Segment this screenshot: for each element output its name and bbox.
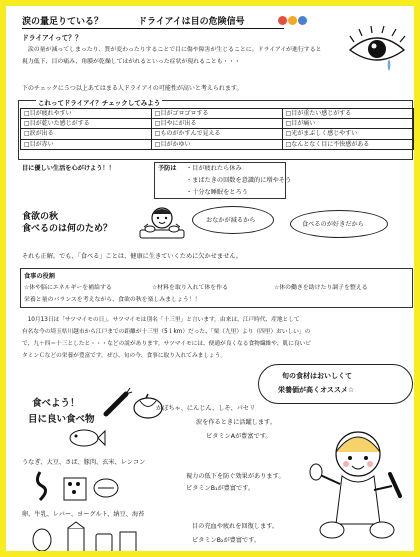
prevention-item: ・まばたきの回数を意識的に増やそう [186, 177, 292, 184]
food-group-list: 卵、牛乳、レバー、ヨーグルト、納豆、海苔 [22, 511, 145, 518]
recommend-text: 栄養価が高くオススメ☆ [278, 386, 355, 394]
checklist-label: これってドライアイ？チェックしてみよう [38, 99, 161, 107]
satsumaimo-text-line: 10月13日は「サツマイモの日」。サツマイモは別名「十三里」と言います。由来は、江戸時代、産地として [22, 317, 300, 323]
page-subtitle: ドライアイは目の危険信号 [138, 17, 245, 27]
foods-heading: 食べよう！ [32, 398, 80, 409]
child-with-vegetables-icon [306, 414, 406, 544]
intro-heading: ドライアイって？？ [22, 34, 82, 42]
checklist-item[interactable]: □目が痛い [282, 119, 413, 129]
food-group-desc: 目の充血や疲れを回復します。 [192, 523, 279, 530]
eel-and-beans-icon [30, 468, 122, 504]
food-group-desc: ビタミンB₁が豊富です。 [186, 485, 255, 492]
satsumaimo-text-line: 有名な今の埼玉県川越市から江戸までの距離が十三里（5１km）だった、「栗（九里）より（四里）おいしい」の [22, 329, 311, 335]
food-group-desc: ビタミンB₂が豊富です。 [192, 537, 261, 544]
food-group-list: うなぎ、大豆、さば、豚肉、玄米、レンコン [22, 459, 146, 466]
satsumaimo-text-line: タミンＣなどの栄養が豊富です。ぜひ、旬の今、食事に取り入れてみましょう。 [22, 353, 227, 359]
autumn-answer: それも正解。でも、「食べる」ことは、健康に生きていくために欠かせません。 [22, 253, 243, 260]
dry-eye-checklist [20, 108, 414, 150]
food-group-desc: 視力の低下を防ぐ効果があります。 [186, 473, 285, 480]
egg-and-milk-icon [30, 520, 140, 554]
autumn-heading: 食欲の秋 [22, 212, 59, 222]
checklist-item[interactable]: □涙が出る [21, 129, 152, 139]
food-group-desc: 涙を作るときに活躍します。 [196, 419, 276, 426]
food-group-list: かぼちゃ、にんじん、しそ、パセリ [156, 405, 256, 412]
autumn-heading: 食べるのは何のため？ [22, 224, 113, 234]
recommend-text: 旬の食材はおいしくて [282, 372, 352, 380]
fish-icon [66, 426, 106, 450]
meal-roles-summary: 栄養と量のバランスを考えながら、食欲の秋を楽しみましょう！！ [24, 297, 201, 303]
checklist-item[interactable]: □目が疲れやすい [21, 109, 152, 119]
meal-role-item: ☆体の働きを助けたり調子を整える [274, 285, 368, 291]
check-lead-text: 下のチェックに５つ以上あてはまる人ドライアイの可能性が高いと考えられます。 [22, 85, 243, 92]
orange-dot-icon [288, 16, 297, 25]
eye-care-note: 目に優しい生活を心がけよう！！ [22, 165, 115, 172]
prevention-item: ・十分な睡眠をとろう [186, 189, 248, 196]
eating-child-icon [134, 204, 190, 244]
checklist-item[interactable]: □光がまぶしく感じやすい [282, 129, 413, 139]
meal-roles-title: 食事の役割 [24, 273, 55, 280]
red-dot-icon [278, 16, 287, 25]
checklist-item[interactable]: □なんとなく目に不快感がある [282, 139, 413, 149]
meal-role-item: ☆材料を取り入れて体を作る [152, 285, 228, 291]
foods-heading: 目に良い食べ物 [28, 414, 95, 425]
page-title: 涙の量足りている？ [22, 17, 104, 27]
intro-text-line: 涙の量が減ってしまったり、質が変わったりすることで目に傷や障害が生じることに。ドライアイが進行すると [22, 47, 322, 53]
meal-role-item: ☆体や脳にエネルギーを補給する [24, 285, 112, 291]
blue-dot-icon [298, 16, 307, 25]
satsumaimo-text-line: で、九＋四＝十三としたと・・・などの説があります。サツマイモには、便通が良くなる食物繊維や、肌に良いビ [22, 341, 311, 347]
checklist-item[interactable]: □目が重たい感じがする [282, 109, 413, 119]
checklist-item[interactable]: □目やにが出る [151, 119, 282, 129]
intro-text-line: 視力低下、目の痛み、角膜が乾燥してはがれるといった症状が現れることも・・・ [22, 59, 241, 65]
recommend-box [258, 364, 413, 404]
eye-illustration-icon [344, 20, 410, 72]
checklist-item[interactable]: □目が赤い [21, 139, 152, 149]
food-group-desc: ビタミンAが豊富です。 [206, 433, 272, 440]
title-underline [22, 28, 284, 29]
prevention-title: 予防は [158, 165, 177, 172]
bubble-text: 食べるのが好きだから [302, 221, 364, 228]
bubble-text: おなかが減るから [206, 217, 256, 224]
checklist-item[interactable]: □ものがかすんで見える [151, 129, 282, 139]
checklist-item[interactable]: □目がかゆい [151, 139, 282, 149]
checklist-item[interactable]: □目が乾いた感じがする [21, 119, 152, 129]
prevention-item: ・目が疲れたら休み [186, 165, 242, 172]
checklist-item[interactable]: □目がゴロゴロする [151, 109, 282, 119]
decorative-dots [278, 16, 308, 26]
